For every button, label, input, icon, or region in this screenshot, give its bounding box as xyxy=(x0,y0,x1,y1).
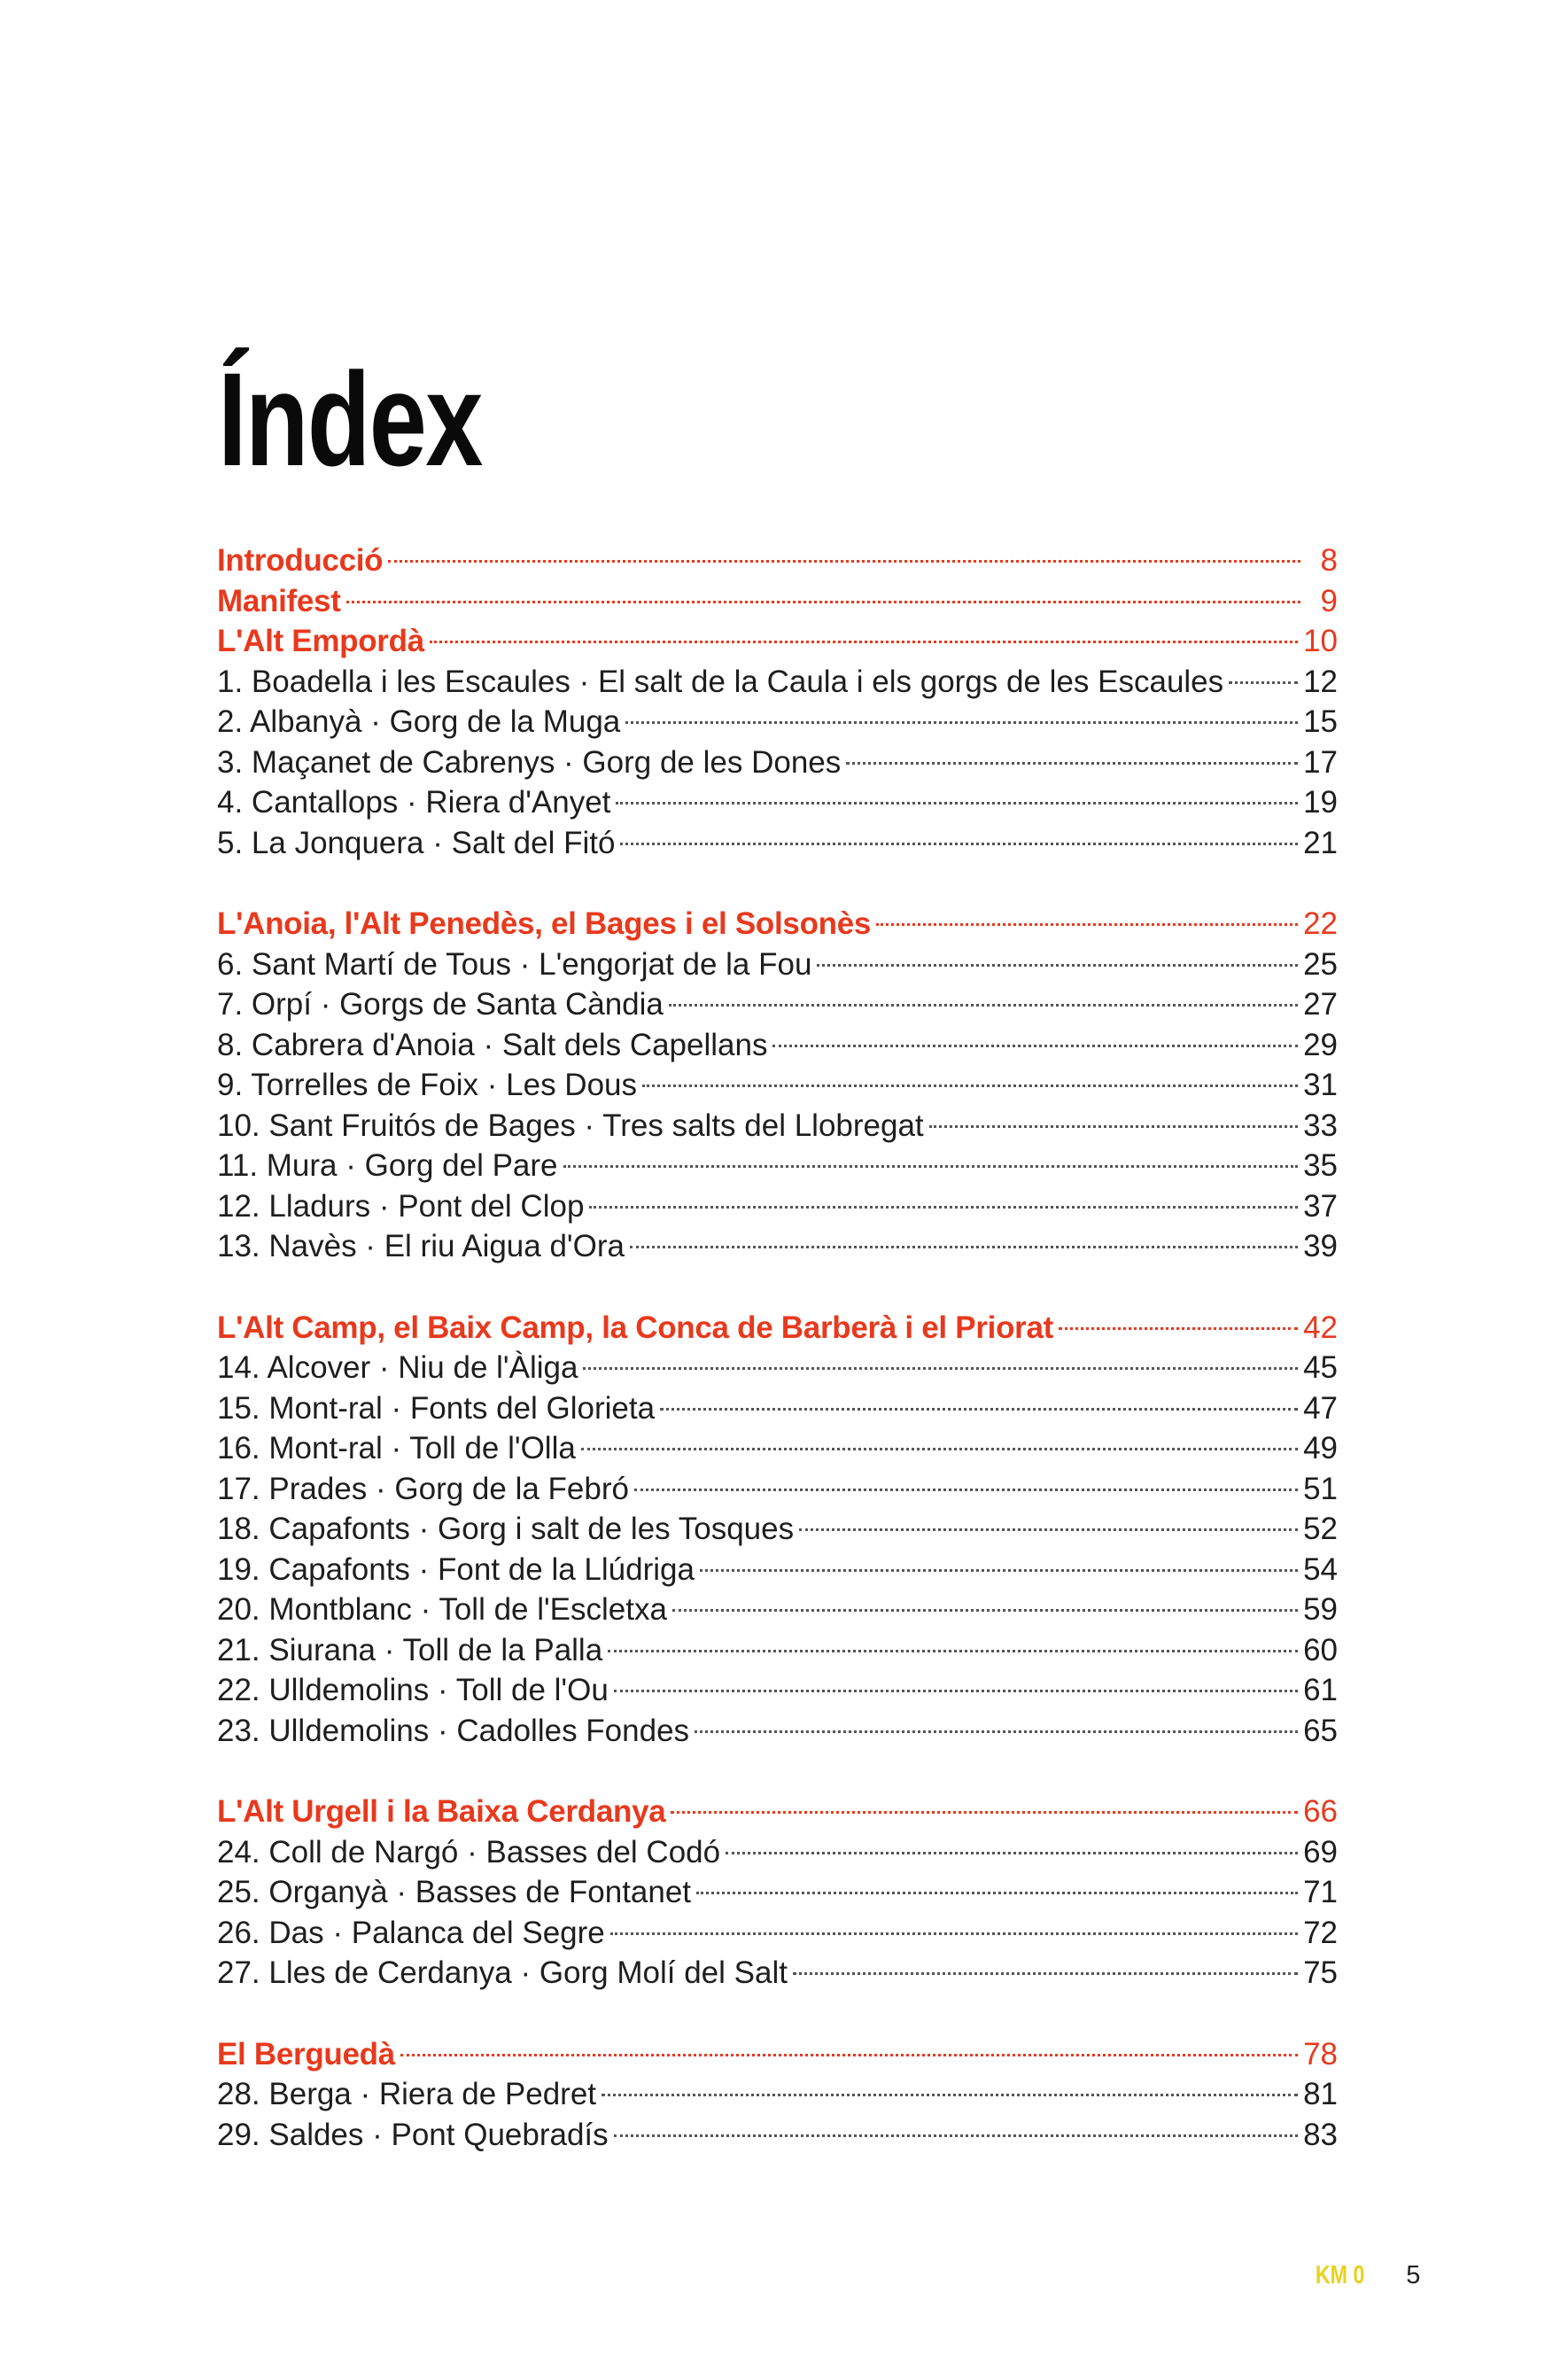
toc-entry-page: 71 xyxy=(1303,1875,1338,1909)
toc-entry-page: 37 xyxy=(1303,1188,1338,1224)
toc-entry-page: 59 xyxy=(1303,1592,1338,1627)
page-footer xyxy=(1309,2261,1420,2290)
toc-entry[interactable] xyxy=(217,1348,1338,1388)
dot-leader xyxy=(817,964,1298,967)
toc-section-heading[interactable] xyxy=(217,621,1338,662)
table-of-contents xyxy=(217,540,1338,2196)
toc-entry-label: 14. Alcover · Niu de l'Àliga xyxy=(217,1350,578,1385)
dot-leader xyxy=(876,923,1298,926)
toc-entry-label: 2. Albanyà · Gorg de la Muga xyxy=(217,704,621,739)
dot-leader xyxy=(660,1408,1298,1411)
toc-entry-label: 3. Maçanet de Cabrenys · Gorg de les Dones xyxy=(217,744,842,780)
toc-entry-label: 11. Mura · Gorg del Pare xyxy=(217,1148,558,1183)
toc-entry-page: 35 xyxy=(1303,1148,1338,1183)
toc-entry-page: 33 xyxy=(1303,1108,1338,1143)
toc-entry-label: 5. La Jonquera · Salt del Fitó xyxy=(217,825,616,860)
toc-entry-page: 78 xyxy=(1303,2036,1338,2072)
toc-entry-page: 42 xyxy=(1303,1310,1338,1345)
toc-entry-page: 12 xyxy=(1303,664,1338,699)
toc-entry[interactable] xyxy=(217,662,1338,703)
dot-leader xyxy=(846,762,1298,765)
toc-section-heading[interactable] xyxy=(217,581,1338,622)
toc-entry[interactable] xyxy=(217,1832,1338,1873)
toc-entry-page: 54 xyxy=(1303,1551,1338,1587)
toc-entry-page: 81 xyxy=(1303,2077,1338,2111)
toc-entry[interactable] xyxy=(217,1670,1338,1711)
toc-entry-page: 22 xyxy=(1303,906,1338,941)
toc-entry-page: 66 xyxy=(1303,1794,1338,1829)
dot-leader xyxy=(630,1246,1298,1248)
toc-entry-label: 1. Boadella i les Escaules · El salt de la Caula i els gorgs de les Escaules xyxy=(217,664,1224,699)
toc-section-heading[interactable] xyxy=(217,904,1338,945)
dot-leader xyxy=(695,1730,1298,1733)
toc-entry[interactable] xyxy=(217,1186,1338,1227)
toc-entry-label: Introducció xyxy=(217,543,384,578)
toc-entry-page: 19 xyxy=(1303,785,1338,820)
toc-section-heading[interactable] xyxy=(217,540,1338,581)
toc-section-heading[interactable] xyxy=(217,2034,1338,2075)
toc-entry[interactable] xyxy=(217,742,1338,783)
toc-entry[interactable] xyxy=(217,2074,1338,2115)
toc-entry-label: 20. Montblanc · Toll de l'Escletxa xyxy=(217,1592,667,1627)
toc-entry-page: 69 xyxy=(1303,1834,1338,1870)
toc-entry-page: 8 xyxy=(1320,543,1338,578)
toc-entry-page: 25 xyxy=(1303,946,1338,982)
toc-entry-label: L'Anoia, l'Alt Penedès, el Bages i el Solsonès xyxy=(217,906,872,941)
toc-section-heading[interactable] xyxy=(217,1792,1338,1832)
toc-entry[interactable] xyxy=(217,1428,1338,1469)
toc-entry-label: 27. Lles de Cerdanya · Gorg Molí del Salt xyxy=(217,1955,788,1990)
toc-entry-label: 4. Cantallops · Riera d'Anyet xyxy=(217,785,611,820)
toc-entry-page: 75 xyxy=(1303,1955,1338,1990)
dot-leader xyxy=(671,1811,1298,1814)
toc-entry[interactable] xyxy=(217,702,1338,742)
toc-entry-label: 24. Coll de Nargó · Basses del Codó xyxy=(217,1834,721,1870)
toc-entry-label: 7. Orpí · Gorgs de Santa Càndia xyxy=(217,987,664,1022)
page-number: 5 xyxy=(1406,2261,1421,2289)
dot-leader xyxy=(696,1892,1298,1894)
toc-entry[interactable] xyxy=(217,1630,1338,1671)
toc-entry[interactable] xyxy=(217,1469,1338,1510)
dot-leader xyxy=(430,641,1298,643)
dot-leader xyxy=(400,2054,1298,2056)
dot-leader xyxy=(620,843,1298,845)
toc-entry[interactable] xyxy=(217,1226,1338,1267)
toc-entry-label: 10. Sant Fruitós de Bages · Tres salts del Llobregat xyxy=(217,1108,924,1143)
toc-entry-label: 22. Ulldemolins · Toll de l'Ou xyxy=(217,1673,609,1707)
toc-entry-page: 49 xyxy=(1303,1431,1338,1465)
toc-entry-label: 28. Berga · Riera de Pedret xyxy=(217,2077,597,2111)
toc-entry-label: 8. Cabrera d'Anoia · Salt dels Capellans xyxy=(217,1027,768,1062)
toc-entry[interactable] xyxy=(217,984,1338,1025)
dot-leader xyxy=(583,1367,1298,1370)
toc-entry-page: 29 xyxy=(1303,1027,1338,1062)
toc-entry-page: 83 xyxy=(1303,2117,1338,2152)
toc-entry[interactable] xyxy=(217,2115,1338,2156)
dot-leader xyxy=(1229,681,1298,684)
dot-leader xyxy=(726,1852,1298,1854)
toc-entry[interactable] xyxy=(217,1711,1338,1752)
toc-entry-page: 31 xyxy=(1303,1068,1338,1102)
dot-leader xyxy=(929,1125,1298,1128)
toc-entry[interactable] xyxy=(217,1388,1338,1429)
toc-entry-page: 27 xyxy=(1303,987,1338,1022)
toc-entry-label: El Berguedà xyxy=(217,2036,395,2072)
toc-entry-label: 12. Lladurs · Pont del Clop xyxy=(217,1188,585,1224)
toc-entry-label: L'Alt Urgell i la Baixa Cerdanya xyxy=(217,1794,666,1829)
toc-entry-page: 15 xyxy=(1303,704,1338,739)
toc-section xyxy=(217,1308,1338,1752)
toc-entry-page: 61 xyxy=(1303,1673,1338,1707)
brand-logo: KM 0 xyxy=(1315,2261,1365,2289)
toc-entry[interactable] xyxy=(217,1146,1338,1186)
dot-leader xyxy=(672,1609,1298,1612)
toc-entry-label: 19. Capafonts · Font de la Llúdriga xyxy=(217,1551,695,1587)
toc-entry-label: 29. Saldes · Pont Quebradís xyxy=(217,2117,609,2152)
toc-section-heading[interactable] xyxy=(217,1308,1338,1349)
toc-entry-page: 65 xyxy=(1303,1713,1338,1748)
toc-section xyxy=(217,1792,1338,1994)
dot-leader xyxy=(388,560,1300,563)
toc-entry-page: 72 xyxy=(1303,1915,1338,1950)
dot-leader xyxy=(602,2094,1298,2096)
toc-entry[interactable] xyxy=(217,1953,1338,1994)
toc-entry[interactable] xyxy=(217,782,1338,823)
toc-section xyxy=(217,904,1338,1267)
dot-leader xyxy=(608,1650,1298,1652)
toc-entry-page: 47 xyxy=(1303,1390,1338,1426)
toc-entry[interactable] xyxy=(217,1106,1338,1147)
dot-leader xyxy=(610,1932,1298,1935)
toc-entry[interactable] xyxy=(217,823,1338,864)
toc-entry-label: L'Alt Empordà xyxy=(217,624,424,658)
toc-entry-page: 39 xyxy=(1303,1229,1338,1263)
toc-entry-page: 10 xyxy=(1303,624,1338,658)
dot-leader xyxy=(634,1489,1298,1491)
toc-entry[interactable] xyxy=(217,1872,1338,1913)
dot-leader xyxy=(772,1045,1298,1047)
toc-entry-page: 45 xyxy=(1303,1350,1338,1385)
dot-leader xyxy=(1059,1327,1298,1330)
toc-entry-page: 17 xyxy=(1303,744,1338,780)
toc-entry-page: 51 xyxy=(1303,1471,1338,1506)
toc-entry-label: 6. Sant Martí de Tous · L'engorjat de la Fou xyxy=(217,946,812,982)
dot-leader xyxy=(563,1165,1299,1168)
dot-leader xyxy=(793,1972,1298,1975)
toc-entry-label: 25. Organyà · Basses de Fontanet xyxy=(217,1875,692,1909)
toc-entry[interactable] xyxy=(217,1913,1338,1954)
toc-entry[interactable] xyxy=(217,1065,1338,1106)
toc-entry[interactable] xyxy=(217,1025,1338,1066)
toc-entry-page: 21 xyxy=(1303,825,1338,860)
dot-leader xyxy=(346,601,1300,603)
toc-entry-label: 9. Torrelles de Foix · Les Dous xyxy=(217,1068,638,1102)
dot-leader xyxy=(614,1690,1298,1692)
toc-entry-label: 13. Navès · El riu Aigua d'Ora xyxy=(217,1229,625,1263)
toc-entry[interactable] xyxy=(217,1550,1338,1590)
toc-entry-label: 23. Ulldemolins · Cadolles Fondes xyxy=(217,1713,690,1748)
toc-entry-label: L'Alt Camp, el Baix Camp, la Conca de Barberà i el Priorat xyxy=(217,1310,1053,1345)
dot-leader xyxy=(669,1004,1298,1007)
toc-entry-label: 18. Capafonts · Gorg i salt de les Tosques xyxy=(217,1512,795,1546)
toc-entry[interactable] xyxy=(217,1590,1338,1630)
dot-leader xyxy=(589,1206,1298,1209)
dot-leader xyxy=(625,721,1298,724)
toc-entry[interactable] xyxy=(217,945,1338,985)
toc-entry-page: 60 xyxy=(1303,1632,1338,1667)
toc-section xyxy=(217,2034,1338,2156)
toc-entry-label: 21. Siurana · Toll de la Palla xyxy=(217,1632,603,1667)
page-title: Índex xyxy=(218,345,482,494)
toc-entry-label: 17. Prades · Gorg de la Febró xyxy=(217,1471,629,1506)
toc-entry-label: Manifest xyxy=(217,583,341,618)
toc-entry-label: 15. Mont-ral · Fonts del Glorieta xyxy=(217,1390,656,1426)
toc-entry-label: 16. Mont-ral · Toll de l'Olla xyxy=(217,1431,576,1465)
dot-leader xyxy=(614,2134,1298,2137)
dot-leader xyxy=(700,1569,1298,1572)
dot-leader xyxy=(642,1084,1298,1087)
toc-entry[interactable] xyxy=(217,1509,1338,1550)
toc-entry-page: 9 xyxy=(1320,583,1338,618)
toc-section xyxy=(217,540,1338,863)
toc-entry-label: 26. Das · Palanca del Segre xyxy=(217,1915,605,1950)
toc-entry-page: 52 xyxy=(1303,1512,1338,1546)
dot-leader xyxy=(616,802,1298,805)
dot-leader xyxy=(799,1528,1298,1531)
dot-leader xyxy=(581,1448,1298,1450)
